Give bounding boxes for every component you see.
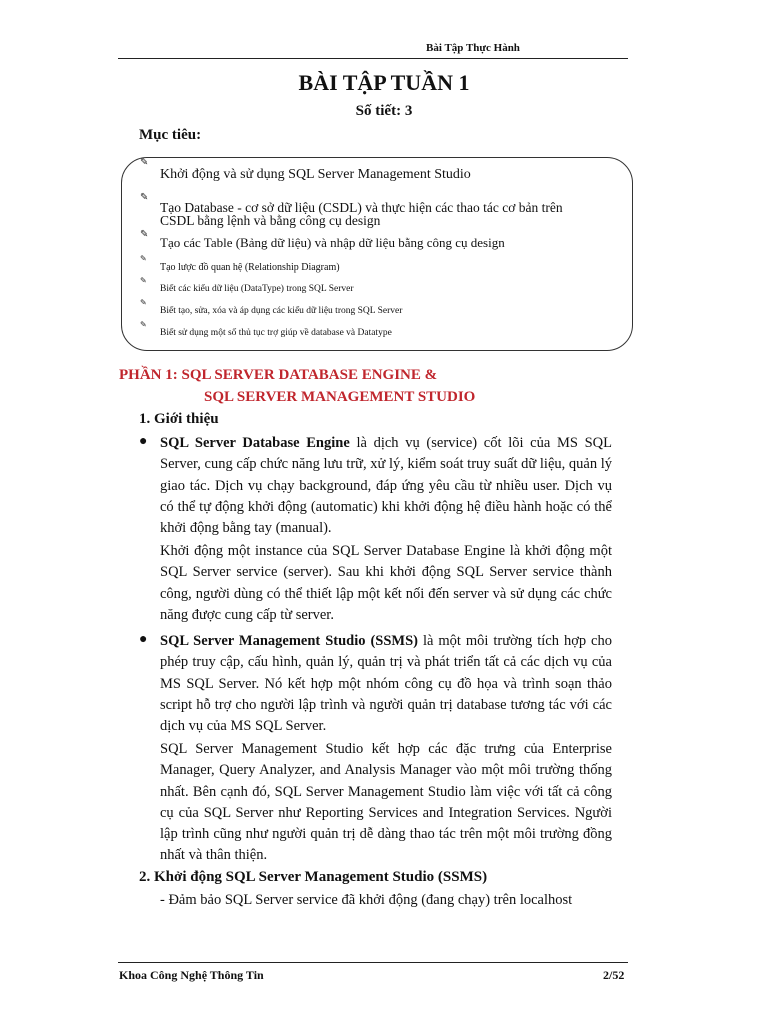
page-number: 2/52 [603,968,625,982]
objective-item: Tạo các Table (Bảng dữ liệu) và nhập dữ liệu bằng công cụ design [160,235,505,250]
objectives-label: Mục tiêu: [139,127,202,143]
objective-item: Tạo Database - cơ sở dữ liệu (CSDL) và thực hiện các thao tác cơ bản trên [160,200,563,215]
paragraph: Khởi động một instance của SQL Server Database Engine là khởi động một SQL Server service (server). Sau khi khởi động SQL Server service thành công, người dùng có thể thiết lập một kết nối đến server và sử dụng các chức năng được cung cấp từ server. [160,543,612,623]
bullet-dot-icon: ● [139,632,148,647]
objective-item: Tạo lược đồ quan hệ (Relationship Diagram) [160,262,340,273]
term: SQL Server Database Engine [160,435,350,451]
page-header-text: Bài Tập Thực Hành [426,42,520,54]
footer-divider [118,962,628,963]
page-title: BÀI TẬP TUẦN 1 [298,70,470,95]
pencil-bullet-icon: ✎ [140,276,147,285]
paragraph-text: là một môi trường tích hợp cho phép truy cập, cấu hình, quản lý, quản trị và phát triển tất cả các dịch vụ của MS SQL Server. Nó kết hợp một nhóm công cụ đồ họa và trình soạn thảo script hỗ trợ cho người lập trình và người quản trị database tương tác với các dịch vụ của MS SQL Server. [160,633,612,735]
page-subtitle: Số tiết: 3 [355,103,413,119]
pencil-bullet-icon: ✎ [140,229,149,240]
pencil-bullet-icon: ✎ [140,254,147,263]
objective-item: Biết sử dụng một số thủ tục trợ giúp về database và Datatype [160,328,392,338]
header-divider [118,58,628,59]
part-title-line1: PHẦN 1: SQL SERVER DATABASE ENGINE & [119,367,438,383]
pencil-bullet-icon: ✎ [140,157,149,168]
objective-item: Biết tạo, sửa, xóa và áp dụng các kiểu dữ liệu trong SQL Server [160,306,403,316]
part-title-line2: SQL SERVER MANAGEMENT STUDIO [204,389,476,405]
term: SQL Server Management Studio (SSMS) [160,633,419,649]
paragraph-text: là dịch vụ (service) cốt lõi của MS SQL Server, cung cấp chức năng lưu trữ, xử lý, kiểm soát truy suất dữ liệu, quản lý giao tác. Dịch vụ chạy background, đáp ứng yêu cầu từ nhiều user. Dịch vụ có thể tự động khởi động (automatic) khi khởi động hệ điều hành hoặc có thể khởi động bằng tay (manual). [160,435,613,537]
dash-list-item: - Đảm bảo SQL Server service đã khởi động (đang chạy) trên localhost [160,892,573,908]
pencil-bullet-icon: ✎ [140,320,147,329]
bullet-dot-icon: ● [139,434,148,449]
section-heading: 1. Giới thiệu [139,411,219,427]
pencil-bullet-icon: ✎ [140,192,149,203]
objective-item: Khởi động và sử dụng SQL Server Management Studio [160,167,471,182]
paragraph [160,433,612,539]
pencil-bullet-icon: ✎ [140,298,147,307]
objectives-box [121,157,633,351]
section-heading: 2. Khởi động SQL Server Management Studio (SSMS) [139,869,488,885]
paragraph: SQL Server Management Studio kết hợp các đặc trưng của Enterprise Manager, Query Analyzer, and Analysis Manager vào một môi trường thống nhất. Bên cạnh đó, SQL Server Management Studio làm việc với tất cả công cụ của SQL Server như Reporting Services and Integration Services. Người lập trình cũng như người quản trị dễ dàng thao tác trên một môi trường đồng nhất và thân thiện. [160,741,612,864]
paragraph [160,631,612,737]
objective-item: Biết các kiểu dữ liệu (DataType) trong SQL Server [160,284,354,294]
footer-department: Khoa Công Nghệ Thông Tin [119,968,264,982]
objective-item-continued: CSDL bằng lệnh và bằng công cụ design [160,213,381,228]
